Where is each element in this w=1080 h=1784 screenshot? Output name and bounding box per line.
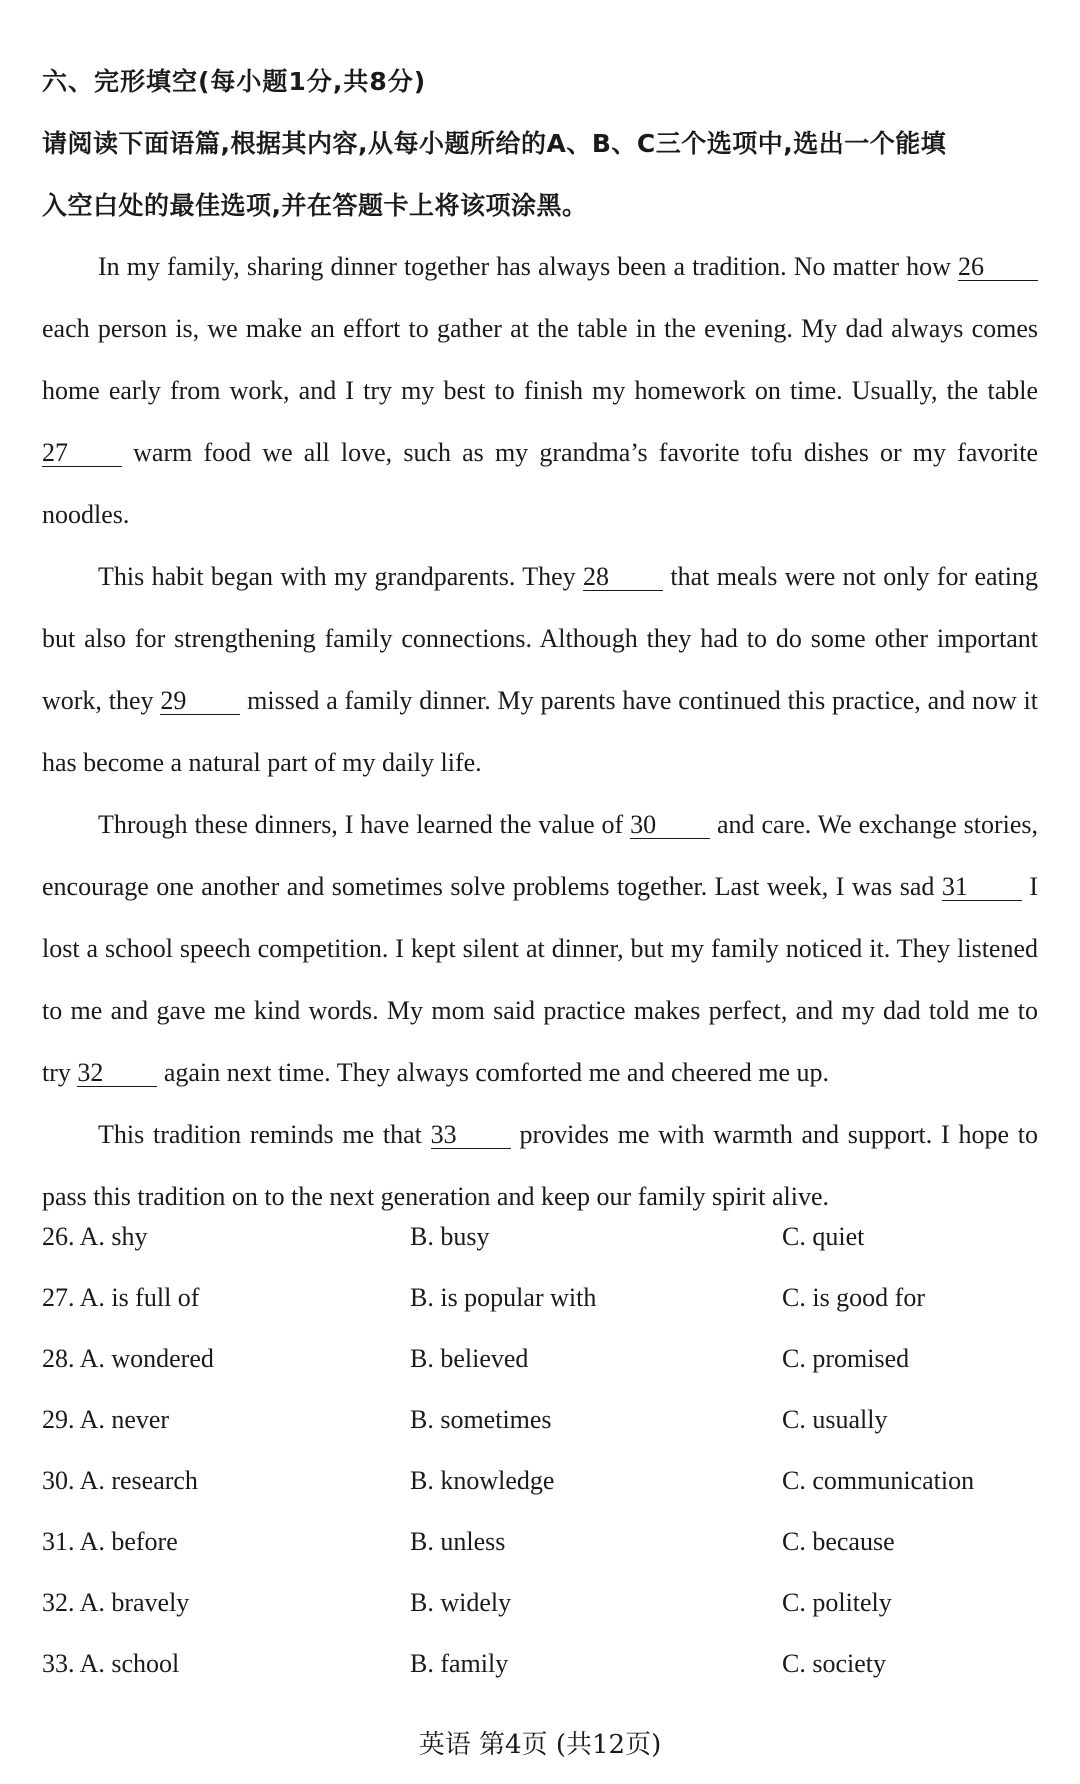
option-a: 28. A. wondered bbox=[42, 1344, 214, 1373]
passage-text: Through these dinners, I have learned the value of bbox=[98, 810, 631, 839]
blank-33: 33 bbox=[431, 1122, 511, 1149]
blank-32: 32 bbox=[77, 1060, 157, 1087]
option-c: C. politely bbox=[782, 1588, 892, 1617]
section-title: 六、完形填空(每小题1分,共8分) bbox=[42, 67, 427, 96]
option-c: C. society bbox=[782, 1649, 886, 1678]
blank-31: 31 bbox=[942, 874, 1022, 901]
option-b: B. sometimes bbox=[410, 1405, 552, 1434]
option-row bbox=[42, 1527, 1038, 1588]
passage-paragraph-1 bbox=[42, 236, 1038, 546]
option-a: 31. A. before bbox=[42, 1527, 178, 1556]
option-a: 30. A. research bbox=[42, 1466, 198, 1495]
option-row bbox=[42, 1649, 1038, 1710]
option-b: B. busy bbox=[410, 1222, 490, 1251]
blank-30: 30 bbox=[630, 812, 710, 839]
option-a: 26. A. shy bbox=[42, 1222, 148, 1251]
option-a: 27. A. is full of bbox=[42, 1283, 200, 1312]
instruction-line-2: 入空白处的最佳选项,并在答题卡上将该项涂黑。 bbox=[42, 191, 588, 220]
passage-text: again next time. They always comforted me and cheered me up. bbox=[157, 1058, 830, 1087]
option-row bbox=[42, 1588, 1038, 1649]
option-a: 33. A. school bbox=[42, 1649, 180, 1678]
option-c: C. usually bbox=[782, 1405, 888, 1434]
passage-paragraph-2 bbox=[42, 546, 1038, 794]
option-b: B. unless bbox=[410, 1527, 506, 1556]
option-row bbox=[42, 1466, 1038, 1527]
option-row bbox=[42, 1344, 1038, 1405]
passage-text: warm food we all love, such as my grandma’s favorite tofu dishes or my favorite noodles. bbox=[42, 438, 1038, 529]
option-b: B. family bbox=[410, 1649, 509, 1678]
passage-paragraph-4 bbox=[42, 1104, 1038, 1228]
option-c: C. promised bbox=[782, 1344, 910, 1373]
passage-text: and care. We exchange stories, encourage one another and sometimes solve problems together. Last week, I was sad bbox=[42, 810, 1039, 901]
passage-text: In my family, sharing dinner together has always been a tradition. No matter how bbox=[98, 252, 958, 281]
passage-text: provides me with warmth and support. I hope to pass this tradition on to the next generation and keep our family spirit alive. bbox=[42, 1120, 1038, 1211]
option-c: C. is good for bbox=[782, 1283, 925, 1312]
passage-text: that meals were not only for eating but also for strengthening family connections. Although they had to do some other important work, they bbox=[42, 562, 1038, 715]
passage-text: This habit began with my grandparents. They bbox=[98, 562, 584, 591]
passage-paragraph-3 bbox=[42, 794, 1038, 1104]
option-b: B. knowledge bbox=[410, 1466, 555, 1495]
page-footer: 英语 第4页 (共12页) bbox=[418, 1730, 662, 1760]
blank-27: 27 bbox=[42, 440, 122, 467]
passage-text: I lost a school speech competition. I kept silent at dinner, but my family noticed it. They listened to me and gave me kind words. My mom said practice makes perfect, and my dad told me to try bbox=[42, 872, 1038, 1087]
option-row bbox=[42, 1283, 1038, 1344]
blank-26: 26 bbox=[958, 254, 1038, 281]
option-c: C. because bbox=[782, 1527, 895, 1556]
option-b: B. is popular with bbox=[410, 1283, 597, 1312]
blank-28: 28 bbox=[583, 564, 663, 591]
option-c: C. quiet bbox=[782, 1222, 865, 1251]
option-a: 29. A. never bbox=[42, 1405, 170, 1434]
option-b: B. believed bbox=[410, 1344, 529, 1373]
passage-text: missed a family dinner. My parents have continued this practice, and now it has become a natural part of my daily life. bbox=[42, 686, 1038, 777]
option-b: B. widely bbox=[410, 1588, 512, 1617]
option-row bbox=[42, 1222, 1038, 1283]
instruction-line-1: 请阅读下面语篇,根据其内容,从每小题所给的A、B、C三个选项中,选出一个能填 bbox=[42, 129, 947, 158]
passage-text: This tradition reminds me that bbox=[98, 1120, 431, 1149]
option-c: C. communication bbox=[782, 1466, 975, 1495]
answer-options bbox=[42, 1222, 1038, 1710]
option-row bbox=[42, 1405, 1038, 1466]
blank-29: 29 bbox=[160, 688, 240, 715]
option-a: 32. A. bravely bbox=[42, 1588, 190, 1617]
passage-text: each person is, we make an effort to gather at the table in the evening. My dad always comes home early from work, and I try my best to finish my homework on time. Usually, the table bbox=[42, 314, 1038, 405]
